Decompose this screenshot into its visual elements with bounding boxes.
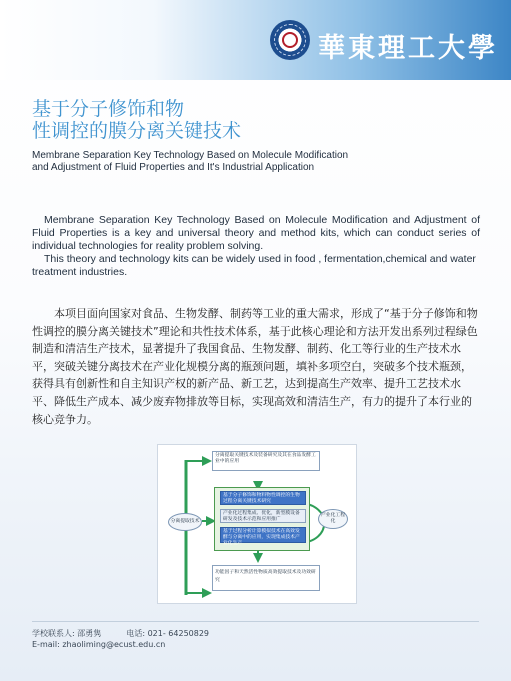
bottom-research-box: 功能因子和天然活性物质高效提取技术及功效研究 — [212, 565, 320, 591]
chinese-body — [32, 305, 479, 428]
chinese-paragraph: 本项目面向国家对食品、生物发酵、制药等工业的重大需求，形成了“基于分子修饰和物性调控的膜分离关键技术”理论和共性技术体系，基于此核心理论和方法开发出系列过程绿色制造和清洁生产技术，显著提升了我国食品、生物发酵、制药、化工等行业的生产技术水平，突破关键分离技术在产业化规模分离的瓶颈问题，填补多项空白，突破多个技术瓶颈，获得具有创新性和自主知识产权的新产品、新工艺，达到提高生产效率、提升工艺技术水平、降低生产成本、减少废弃物排放等目标，实现高效和清洁生产，有力的提升了本行业的核心竞争力。 — [32, 307, 478, 426]
email-label: E-mail: — [32, 640, 60, 649]
middle-box-3: 基于过程分析计算模拟技术在高效发酵与分离中的应用，实现集成技术产业化生产 — [220, 527, 306, 543]
footer-row-2 — [32, 639, 209, 650]
university-seal-icon — [270, 20, 310, 60]
seal-core — [282, 32, 298, 48]
english-paragraph-1: Membrane Separation Key Technology Based on Molecule Modification and Adjustment of Fluid Properties is a key and universal theory and method kits, which can conduct series of individual technologies for reality problem solving. — [32, 214, 480, 252]
header-banner — [0, 0, 511, 80]
phone-label: 电话: — [126, 629, 146, 638]
middle-box-1: 基于分子修饰和物料物性调控的生物过程分离关键技术研究 — [220, 491, 306, 505]
university-name: 華東理工大學 — [318, 33, 498, 64]
title-chinese — [32, 98, 241, 142]
technology-diagram — [157, 444, 357, 604]
top-research-box: 分离提取关键技术及装备研究及其在食品发酵工业中的应用 — [212, 451, 320, 471]
contact-label: 学校联系人: — [32, 629, 75, 638]
footer-contact — [32, 628, 209, 650]
phone-number: 021- 64250829 — [147, 629, 210, 638]
email-address[interactable]: zhaoliming@ecust.edu.cn — [62, 640, 166, 649]
title-english-line-1: Membrane Separation Key Technology Based on Molecule Modification — [32, 150, 349, 161]
footer-row-1 — [32, 628, 209, 639]
middle-box-2: 产业化过程集成、优化，新型膜设备研发及技术示范和应用推广 — [220, 509, 306, 523]
right-oval: 产业化工程化 — [318, 509, 348, 529]
english-body — [32, 214, 480, 279]
contact-name: 邵勇隽 — [77, 629, 102, 638]
title-english-line-2: and Adjustment of Fluid Properties and It's Industrial Application — [32, 162, 315, 173]
title-english — [32, 150, 348, 174]
left-oval: 分离提取技术 — [168, 513, 202, 531]
english-paragraph-2: This theory and technology kits can be widely used in food , fermentation,chemical and water treatment industries. — [32, 253, 476, 278]
footer-divider — [32, 621, 479, 622]
title-chinese-line-1: 基于分子修饰和物 — [32, 98, 185, 120]
title-chinese-line-2: 性调控的膜分离关键技术 — [32, 120, 242, 142]
